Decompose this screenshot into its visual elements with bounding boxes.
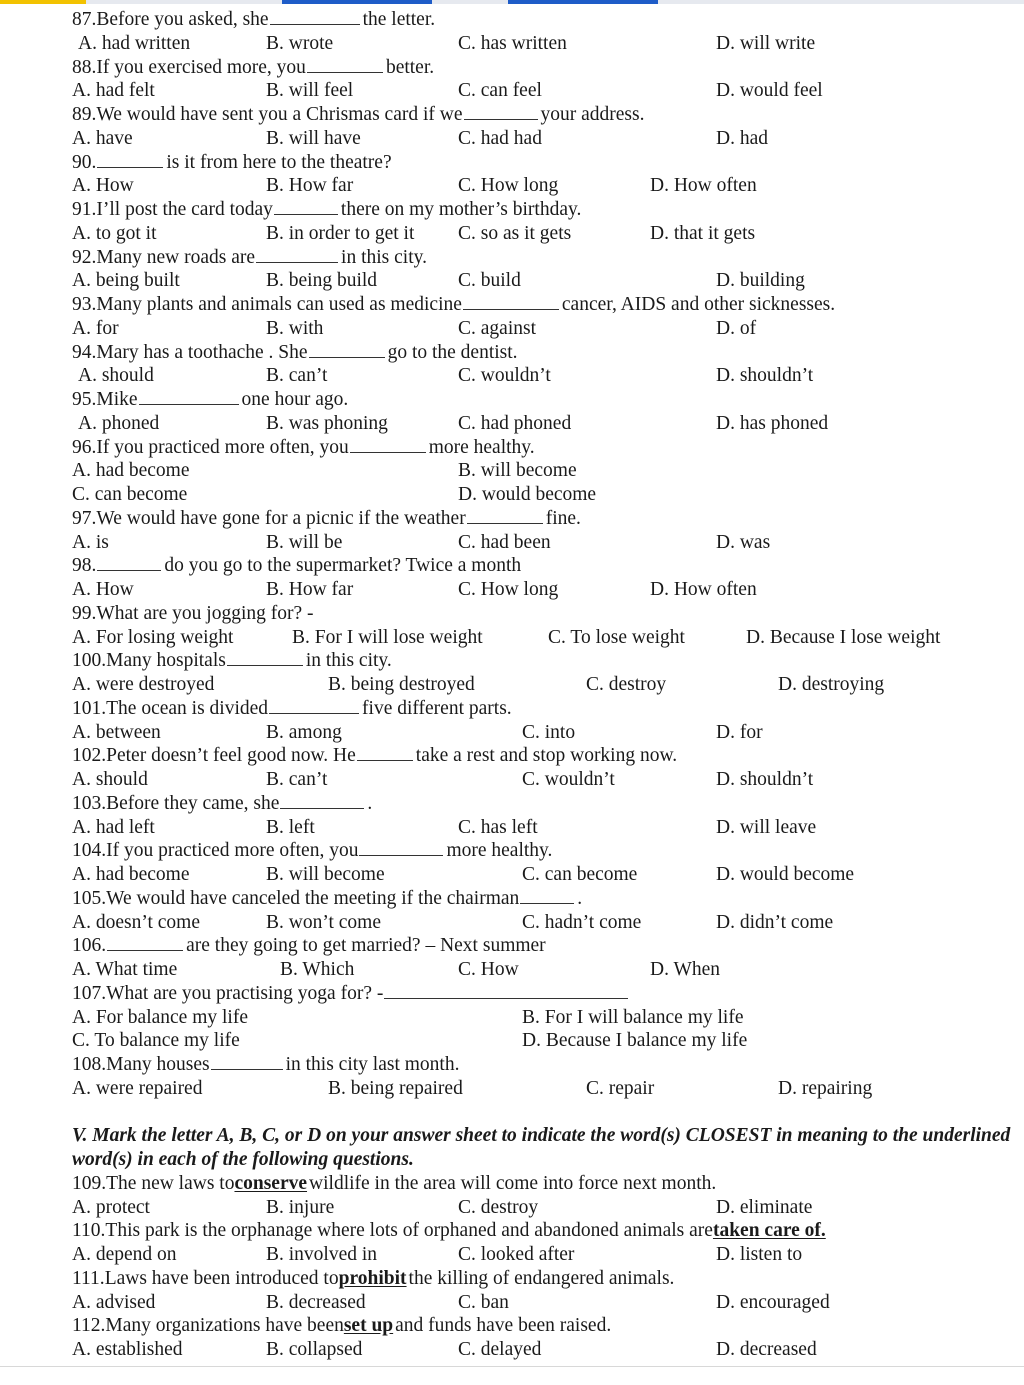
- option-a[interactable]: A. had written: [78, 32, 191, 54]
- question-88-options: [72, 79, 1012, 103]
- answer-blank: [467, 507, 543, 524]
- question-number: 103.: [72, 792, 107, 814]
- question-text: This park is the orphanage where lots of orphaned and abandoned animals are: [105, 1220, 713, 1242]
- question-number: 98.: [72, 555, 97, 577]
- question-99-stem: [72, 602, 1012, 626]
- section-v-heading: V. Mark the letter A, B, C, or D on your answer sheet to indicate the word(s) CLOSEST in meaning to the underlined word(s) in each of the following questions.: [72, 1125, 1011, 1170]
- question-number: 89.: [72, 104, 97, 125]
- question-text-tail: your address.: [540, 104, 645, 125]
- answer-blank: [280, 792, 364, 809]
- question-text: If you exercised more, you: [96, 56, 306, 78]
- option-a[interactable]: A. phoned: [78, 412, 160, 434]
- option-b[interactable]: B. will become: [458, 460, 577, 482]
- answer-blank: [384, 982, 628, 999]
- question-91-stem: [72, 198, 1012, 222]
- option-c[interactable]: C. destroy: [586, 674, 667, 695]
- answer-blank: [359, 839, 443, 856]
- option-c[interactable]: C. has written: [458, 32, 567, 54]
- question-102-stem: [72, 744, 1012, 768]
- option-b[interactable]: B. can’t: [266, 365, 328, 387]
- question-108-stem: [72, 1053, 1012, 1077]
- option-d[interactable]: D. repairing: [778, 1077, 873, 1099]
- option-c[interactable]: C. hadn’t come: [522, 911, 642, 933]
- option-d[interactable]: D. destroying: [778, 674, 885, 695]
- option-b[interactable]: B. will be: [266, 531, 343, 553]
- option-a[interactable]: A. doesn’t come: [72, 911, 200, 933]
- option-c[interactable]: C. ban: [458, 1291, 509, 1313]
- questions-87-95: [72, 8, 1012, 436]
- question-88-stem: [72, 56, 1012, 80]
- question-text: What are you jogging for? -: [96, 602, 314, 624]
- answer-blank: [350, 436, 426, 453]
- answer-blank: [107, 934, 183, 951]
- section-gap: [72, 1101, 1012, 1125]
- question-text-tail: in this city.: [305, 650, 392, 672]
- option-b[interactable]: B. For I will lose weight: [292, 626, 483, 648]
- question-109-stem: [72, 1172, 1012, 1196]
- question-108-options: [72, 1077, 1012, 1101]
- option-b[interactable]: B. can’t: [266, 769, 328, 790]
- option-b[interactable]: B. involved in: [266, 1244, 378, 1265]
- question-107-options: [72, 1029, 1012, 1053]
- option-d[interactable]: D. didn’t come: [716, 911, 834, 933]
- question-text: Peter doesn’t feel good now. He: [106, 745, 356, 767]
- question-number: 87.: [72, 9, 97, 30]
- question-106-options: [72, 958, 1012, 982]
- option-d[interactable]: D. Because I balance my life: [522, 1030, 748, 1052]
- option-b[interactable]: B. in order to get it: [266, 222, 415, 244]
- option-a[interactable]: A. had become: [72, 864, 190, 885]
- question-text: Before they came, she: [106, 792, 280, 814]
- question-text-tail: the letter.: [362, 9, 436, 30]
- answer-blank: [97, 554, 161, 571]
- question-number: 104.: [72, 840, 107, 862]
- option-d[interactable]: D. encouraged: [716, 1291, 830, 1313]
- option-d[interactable]: D. would become: [716, 864, 855, 885]
- option-d[interactable]: D. listen to: [716, 1244, 803, 1265]
- option-a[interactable]: A. should: [78, 365, 154, 387]
- question-text-tail: and funds have been raised.: [395, 1315, 612, 1337]
- underlined-word: prohibit: [338, 1267, 407, 1289]
- answer-blank: [227, 649, 303, 666]
- question-text-tail: better.: [385, 56, 435, 78]
- browser-tab-strip: [0, 0, 1024, 4]
- option-a[interactable]: A. What time: [72, 959, 178, 980]
- question-text-tail: .: [577, 887, 583, 909]
- question-95-options: [72, 412, 1012, 436]
- option-a[interactable]: A. were destroyed: [72, 674, 215, 695]
- option-a[interactable]: A. depend on: [72, 1244, 177, 1265]
- option-d[interactable]: D. was: [716, 531, 771, 553]
- option-d[interactable]: D. eliminate: [716, 1196, 813, 1218]
- option-c[interactable]: C. To lose weight: [548, 626, 685, 648]
- option-c[interactable]: C. How: [458, 959, 519, 980]
- answer-blank: [211, 1053, 283, 1070]
- question-text-tail: more healthy.: [428, 436, 535, 458]
- question-94-options: [72, 364, 1012, 388]
- answer-blank: [307, 56, 383, 73]
- question-101-stem: [72, 697, 1012, 721]
- question-97-options: [72, 531, 1012, 555]
- option-a[interactable]: A. is: [72, 531, 109, 553]
- option-a[interactable]: A. How: [72, 579, 134, 600]
- option-d[interactable]: D. Because I lose weight: [746, 626, 941, 648]
- option-b[interactable]: B. being build: [266, 270, 378, 292]
- option-b[interactable]: B. won’t come: [266, 911, 382, 933]
- question-96-options: [72, 483, 1012, 507]
- question-number: 111.: [72, 1267, 105, 1289]
- underlined-word: taken care of.: [712, 1220, 826, 1242]
- option-c[interactable]: C. looked after: [458, 1244, 575, 1265]
- question-number: 92.: [72, 246, 97, 268]
- question-104-options: [72, 863, 1012, 887]
- question-text-tail: fine.: [545, 507, 581, 529]
- question-text: We would have gone for a picnic if the weather: [96, 507, 466, 529]
- option-a[interactable]: A. had felt: [72, 80, 155, 102]
- question-101-options: [72, 721, 1012, 745]
- option-d[interactable]: D. for: [716, 721, 763, 743]
- question-text-tail: is it from here to the theatre?: [166, 151, 392, 173]
- option-b[interactable]: B. will feel: [266, 80, 354, 102]
- option-a[interactable]: A. protect: [72, 1196, 150, 1218]
- question-text: Many hospitals: [106, 650, 226, 672]
- question-text: If you practiced more often, you: [106, 840, 359, 862]
- question-number: 109.: [72, 1172, 107, 1194]
- option-c[interactable]: C. had been: [458, 531, 551, 553]
- question-text-tail: more healthy.: [446, 840, 553, 862]
- option-a[interactable]: A. How: [72, 175, 134, 197]
- option-c[interactable]: C. How long: [458, 175, 559, 197]
- option-a[interactable]: A. had become: [72, 460, 190, 482]
- question-87-stem: [72, 8, 1012, 32]
- question-number: 102.: [72, 745, 107, 767]
- question-text-tail: there on my mother’s birthday.: [340, 199, 582, 220]
- question-number: 99.: [72, 602, 97, 624]
- answer-blank: [309, 341, 385, 358]
- question-number: 90.: [72, 151, 97, 173]
- question-number: 96.: [72, 436, 97, 458]
- option-d[interactable]: D. that it gets: [650, 222, 756, 244]
- question-109-options: [72, 1196, 1012, 1220]
- question-text-tail: wildlife in the area will come into force next month.: [309, 1172, 717, 1194]
- question-text-tail: in this city.: [341, 246, 427, 268]
- option-b[interactable]: B. was phoning: [266, 412, 388, 434]
- underlined-word: conserve: [234, 1172, 308, 1194]
- question-97-stem: [72, 507, 1012, 531]
- option-c[interactable]: C. How long: [458, 579, 559, 600]
- option-b[interactable]: B. will become: [266, 864, 385, 885]
- tab-indicator-blue-2: [508, 0, 658, 4]
- question-text: We would have sent you a Chrismas card if we: [96, 104, 463, 125]
- question-text-tail: .: [367, 792, 373, 814]
- option-a[interactable]: A. advised: [72, 1291, 156, 1313]
- question-103-stem: [72, 792, 1012, 816]
- worksheet: [72, 8, 1012, 1362]
- option-b[interactable]: B. How far: [266, 579, 354, 600]
- option-d[interactable]: D. would feel: [716, 80, 823, 102]
- question-text: If you practiced more often, you: [96, 436, 349, 458]
- option-c[interactable]: C. wouldn’t: [458, 365, 551, 387]
- option-c[interactable]: C. can become: [72, 484, 188, 505]
- option-b[interactable]: B. left: [266, 816, 315, 838]
- question-text: We would have canceled the meeting if the chairman: [106, 887, 520, 909]
- option-c[interactable]: C. wouldn’t: [522, 769, 615, 790]
- option-d[interactable]: D. of: [716, 317, 757, 339]
- question-number: 88.: [72, 56, 97, 78]
- questions-109-112: [72, 1172, 1012, 1362]
- option-c[interactable]: C. To balance my life: [72, 1030, 240, 1052]
- answer-blank: [463, 293, 559, 310]
- option-c[interactable]: C. so as it gets: [458, 222, 572, 244]
- question-text: The ocean is divided: [106, 697, 269, 719]
- question-text: Many plants and animals can used as medicine: [96, 294, 462, 315]
- option-a[interactable]: A. have: [72, 127, 133, 149]
- option-c[interactable]: C. into: [522, 721, 576, 743]
- question-text-tail: take a rest and stop working now.: [415, 745, 678, 767]
- question-106-stem: [72, 934, 1012, 958]
- question-text: Mary has a toothache . She: [96, 341, 308, 363]
- answer-blank: [357, 744, 413, 761]
- question-text: Mike: [96, 389, 138, 410]
- question-96-stem: [72, 436, 1012, 460]
- question-98-stem: [72, 554, 1012, 578]
- question-93-stem: [72, 293, 1012, 317]
- option-b[interactable]: B. with: [266, 317, 324, 339]
- question-90-stem: [72, 151, 1012, 175]
- question-text: Before you asked, she: [96, 9, 269, 30]
- question-number: 91.: [72, 199, 97, 220]
- answer-blank: [256, 246, 338, 263]
- question-93-options: [72, 317, 1012, 341]
- tab-indicator-yellow: [0, 0, 86, 4]
- question-110-options: [72, 1243, 1012, 1267]
- question-text-tail: cancer, AIDS and other sicknesses.: [561, 294, 836, 315]
- question-105-options: [72, 911, 1012, 935]
- option-c[interactable]: C. repair: [586, 1077, 655, 1099]
- option-b[interactable]: B. For I will balance my life: [522, 1006, 744, 1028]
- question-text: Many houses: [106, 1054, 210, 1075]
- question-number: 97.: [72, 507, 97, 529]
- answer-blank: [520, 887, 574, 904]
- option-d[interactable]: D. would become: [458, 484, 597, 505]
- page-bottom-edge: [0, 1366, 1024, 1367]
- question-96: [72, 436, 1012, 507]
- question-98-options: [72, 578, 1012, 602]
- question-text-tail: are they going to get married? – Next summer: [186, 935, 546, 957]
- option-c[interactable]: C. destroy: [458, 1196, 539, 1218]
- question-number: 105.: [72, 887, 107, 909]
- answer-blank: [274, 198, 338, 215]
- option-b[interactable]: B. injure: [266, 1196, 335, 1218]
- option-b[interactable]: B. among: [266, 721, 342, 743]
- option-b[interactable]: B. collapsed: [266, 1339, 363, 1360]
- option-a[interactable]: A. were repaired: [72, 1077, 203, 1099]
- question-104-stem: [72, 839, 1012, 863]
- option-d[interactable]: D. had: [716, 127, 768, 149]
- question-number: 94.: [72, 341, 97, 363]
- underlined-word: set up: [343, 1315, 394, 1337]
- option-b[interactable]: B. being destroyed: [328, 674, 475, 695]
- question-103-options: [72, 816, 1012, 840]
- option-d[interactable]: D. will write: [716, 32, 816, 54]
- question-number: 108.: [72, 1054, 107, 1075]
- question-text: Laws have been introduced to: [104, 1267, 339, 1289]
- question-112-stem: [72, 1314, 1012, 1338]
- option-d[interactable]: D. How often: [650, 579, 757, 600]
- option-a[interactable]: A. established: [72, 1339, 183, 1360]
- option-a[interactable]: A. had left: [72, 816, 155, 838]
- answer-blank: [269, 697, 359, 714]
- option-a[interactable]: A. For balance my life: [72, 1006, 248, 1028]
- questions-97-106: [72, 507, 1012, 982]
- option-d[interactable]: D. shouldn’t: [716, 365, 814, 387]
- option-b[interactable]: B. Which: [280, 959, 355, 980]
- option-d[interactable]: D. When: [650, 959, 721, 980]
- tab-indicator-blue-1: [282, 0, 432, 4]
- answer-blank: [97, 151, 163, 168]
- option-a[interactable]: A. being built: [72, 270, 180, 292]
- option-c[interactable]: C. can feel: [458, 80, 542, 102]
- option-a[interactable]: A. for: [72, 317, 119, 339]
- question-107-options: [72, 1006, 1012, 1030]
- question-text-tail: go to the dentist.: [387, 341, 518, 363]
- question-112-options: [72, 1338, 1012, 1362]
- question-96-options: [72, 459, 1012, 483]
- option-d[interactable]: D. has phoned: [716, 412, 829, 434]
- question-92-options: [72, 269, 1012, 293]
- question-text-tail: do you go to the supermarket? Twice a month: [164, 555, 522, 577]
- answer-blank: [139, 388, 239, 405]
- option-a[interactable]: A. For losing weight: [72, 626, 234, 648]
- question-text: I’ll post the card today: [96, 199, 273, 220]
- question-89-stem: [72, 103, 1012, 127]
- option-b[interactable]: B. wrote: [266, 32, 334, 54]
- question-text-tail: five different parts.: [362, 697, 512, 719]
- question-text-tail: one hour ago.: [241, 389, 349, 410]
- question-number: 107.: [72, 982, 107, 1004]
- option-d[interactable]: D. will leave: [716, 816, 817, 838]
- option-c[interactable]: C. had had: [458, 127, 542, 149]
- option-b[interactable]: B. decreased: [266, 1291, 366, 1313]
- question-111-options: [72, 1291, 1012, 1315]
- question-number: 100.: [72, 650, 107, 672]
- option-c[interactable]: C. had phoned: [458, 412, 572, 434]
- option-d[interactable]: D. How often: [650, 175, 757, 197]
- question-102-options: [72, 768, 1012, 792]
- question-89-options: [72, 127, 1012, 151]
- question-90-options: [72, 174, 1012, 198]
- question-105-stem: [72, 887, 1012, 911]
- question-108: [72, 1053, 1012, 1101]
- question-111-stem: [72, 1267, 1012, 1291]
- question-91-options: [72, 222, 1012, 246]
- question-number: 112.: [72, 1315, 106, 1337]
- option-c[interactable]: C. against: [458, 317, 536, 339]
- option-d[interactable]: D. decreased: [716, 1339, 817, 1360]
- option-a[interactable]: A. between: [72, 721, 161, 743]
- option-c[interactable]: C. build: [458, 270, 521, 292]
- question-text-tail: the killing of endangered animals.: [408, 1267, 675, 1289]
- question-100-stem: [72, 649, 1012, 673]
- question-text: What are you practising yoga for? -: [106, 982, 384, 1004]
- option-d[interactable]: D. building: [716, 270, 805, 292]
- option-b[interactable]: B. being repaired: [328, 1077, 463, 1099]
- question-text-tail: in this city last month.: [285, 1054, 460, 1075]
- question-text: Many new roads are: [96, 246, 256, 268]
- option-b[interactable]: B. How far: [266, 175, 354, 197]
- option-d[interactable]: D. shouldn’t: [716, 769, 814, 790]
- question-number: 106.: [72, 935, 107, 957]
- question-94-stem: [72, 341, 1012, 365]
- question-number: 101.: [72, 697, 107, 719]
- question-100-options: [72, 673, 1012, 697]
- question-92-stem: [72, 246, 1012, 270]
- question-number: 110.: [72, 1220, 106, 1242]
- question-87-options: [72, 32, 1012, 56]
- question-110-stem: [72, 1219, 1012, 1243]
- question-95-stem: [72, 388, 1012, 412]
- option-c[interactable]: C. can become: [522, 864, 638, 885]
- question-107-stem: [72, 982, 1012, 1006]
- question-107: [72, 982, 1012, 1053]
- option-c[interactable]: C. has left: [458, 816, 538, 838]
- question-99-options: [72, 626, 1012, 650]
- option-c[interactable]: C. delayed: [458, 1339, 542, 1360]
- option-a[interactable]: A. should: [72, 769, 148, 790]
- question-text: The new laws to: [106, 1172, 235, 1194]
- option-a[interactable]: A. to got it: [72, 222, 157, 244]
- answer-blank: [270, 8, 360, 25]
- option-b[interactable]: B. will have: [266, 127, 361, 149]
- question-number: 95.: [72, 389, 97, 410]
- question-text: Many organizations have been: [105, 1315, 344, 1337]
- answer-blank: [464, 103, 538, 120]
- question-number: 93.: [72, 294, 97, 315]
